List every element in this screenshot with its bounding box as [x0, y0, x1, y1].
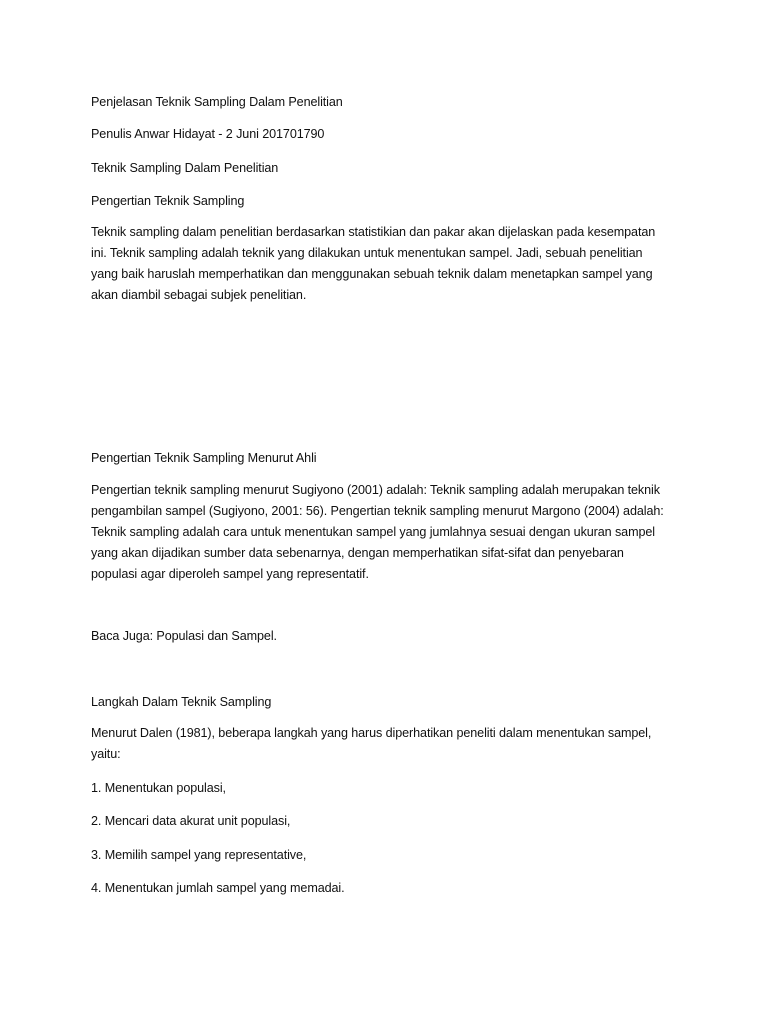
list-item: 1. Menentukan populasi,: [91, 781, 226, 795]
paragraph-expert-definition: [91, 480, 691, 585]
paragraph-steps-intro: [91, 723, 691, 765]
list-item: 2. Mencari data akurat unit populasi,: [91, 814, 291, 828]
paragraph-line: Teknik sampling dalam penelitian berdasarkan statistikian dan pakar akan dijelaskan pada kesempatan: [91, 225, 656, 239]
subsection-heading: Pengertian Teknik Sampling Menurut Ahli: [91, 451, 317, 465]
document-title: Penjelasan Teknik Sampling Dalam Penelitian: [91, 95, 343, 109]
paragraph-line: pengambilan sampel (Sugiyono, 2001: 56). Pengertian teknik sampling menurut Margono (2004) adalah:: [91, 504, 664, 518]
subsection-heading: Langkah Dalam Teknik Sampling: [91, 695, 272, 709]
paragraph-line: yang akan dijadikan sumber data sebenarnya, dengan memperhatikan sifat-sifat dan penyebaran: [91, 546, 624, 560]
paragraph-line: populasi agar diperoleh sampel yang representatif.: [91, 567, 369, 581]
paragraph-line: ini. Teknik sampling adalah teknik yang dilakukan untuk menentukan sampel. Jadi, sebuah penelitian: [91, 246, 643, 260]
paragraph-line: Pengertian teknik sampling menurut Sugiyono (2001) adalah: Teknik sampling adalah merupakan teknik: [91, 483, 660, 497]
paragraph-definition: [91, 222, 691, 306]
paragraph-line: yaitu:: [91, 747, 121, 761]
paragraph-line: yang baik haruslah memperhatikan dan menggunakan sebuah teknik dalam menetapkan sampel yang: [91, 267, 653, 281]
paragraph-line: Teknik sampling adalah cara untuk menentukan sampel yang jumlahnya sesuai dengan ukuran sampel: [91, 525, 655, 539]
subsection-heading: Pengertian Teknik Sampling: [91, 194, 245, 208]
paragraph-line: Menurut Dalen (1981), beberapa langkah yang harus diperhatikan peneliti dalam menentukan sampel,: [91, 726, 652, 740]
paragraph-line: akan diambil sebagai subjek penelitian.: [91, 288, 307, 302]
section-heading: Teknik Sampling Dalam Penelitian: [91, 161, 279, 175]
list-item: 3. Memilih sampel yang representative,: [91, 848, 307, 862]
author-line: Penulis Anwar Hidayat - 2 Juni 201701790: [91, 127, 325, 141]
list-item: 4. Menentukan jumlah sampel yang memadai.: [91, 881, 345, 895]
read-also-link[interactable]: Baca Juga: Populasi dan Sampel.: [91, 629, 277, 643]
